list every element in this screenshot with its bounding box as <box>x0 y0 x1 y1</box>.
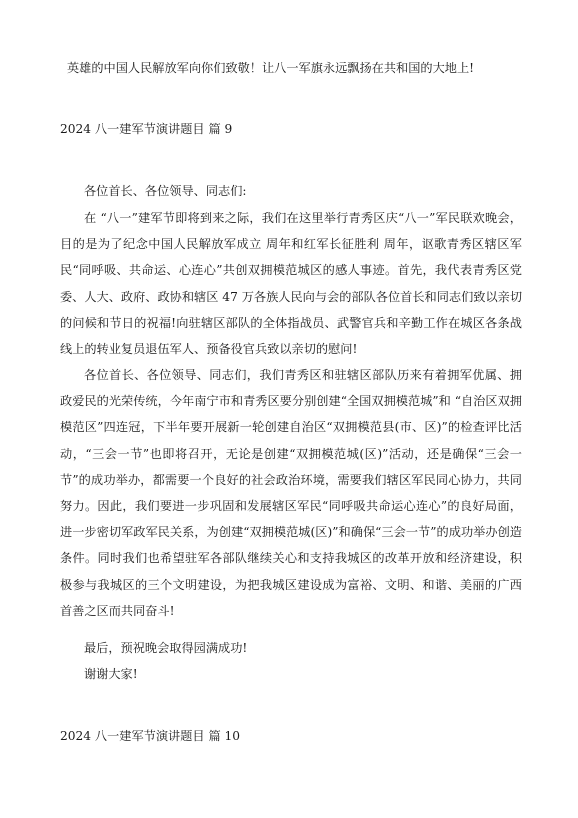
closing-line: 英雄的中国人民解放军向你们致敬！让八一军旗永远飘扬在共和国的大地上! <box>67 61 475 75</box>
paragraph-1: 在 “八一”建军节即将到来之际，我们在这里举行青秀区庆“八一”军民联欢晚会，目的是为了纪念中国人民解放军成立 周年和红军长征胜利 周年，讴歌青秀区辖区军民“同呼吸、共命运、心连心”共创双拥模范城区的感人事迹。首先，我代表青秀区党委、人大、政府、政协和辖区 47 万各族人民向与会的部队各位首长和同志们致以亲切的问候和节日的祝福!向驻辖区部队的全体指战员、武警官兵和辛勤工作在城区各条战线上的转业复员退伍军人、预备役官兵致以亲切的慰问! <box>60 211 523 357</box>
section-9-title: 2024 八一建军节演讲题目 篇 9 <box>60 122 233 136</box>
paragraph-2: 各位首长、各位领导、同志们，我们青秀区和驻辖区部队历来有着拥军优属、拥政爱民的光荣传统，今年南宁市和青秀区要分别创建“全国双拥模范城”和 “自治区双拥模范区”四连冠，下半年要开展新一轮创建自治区“双拥模范县(市、区)”的检查评比活动，“三会一节”也即将召开，无论是创建“双拥模范城(区)”活动，还是确保“三会一节”的成功举办，都需要一个良好的社会政治环境，需要我们辖区军民同心协力，共同努力。因此，我们要进一步巩固和发展辖区军民“同呼吸共命运心连心”的良好局面，进一步密切军政军民关系，为创建“双拥模范城(区)”和确保“三会一节”的成功举办创造条件。同时我们也希望驻军各部队继续关心和支持我城区的改革开放和经济建设，积极参与我城区的三个文明建设，为把我城区建设成为富裕、文明、和谐、美丽的广西首善之区而共同奋斗! <box>60 368 522 618</box>
paragraph-4: 谢谢大家! <box>84 667 138 681</box>
greeting: 各位首长、各位领导、同志们: <box>84 184 247 198</box>
section-10-title: 2024 八一建军节演讲题目 篇 10 <box>60 729 241 743</box>
paragraph-3: 最后，预祝晚会取得园满成功! <box>84 641 248 655</box>
